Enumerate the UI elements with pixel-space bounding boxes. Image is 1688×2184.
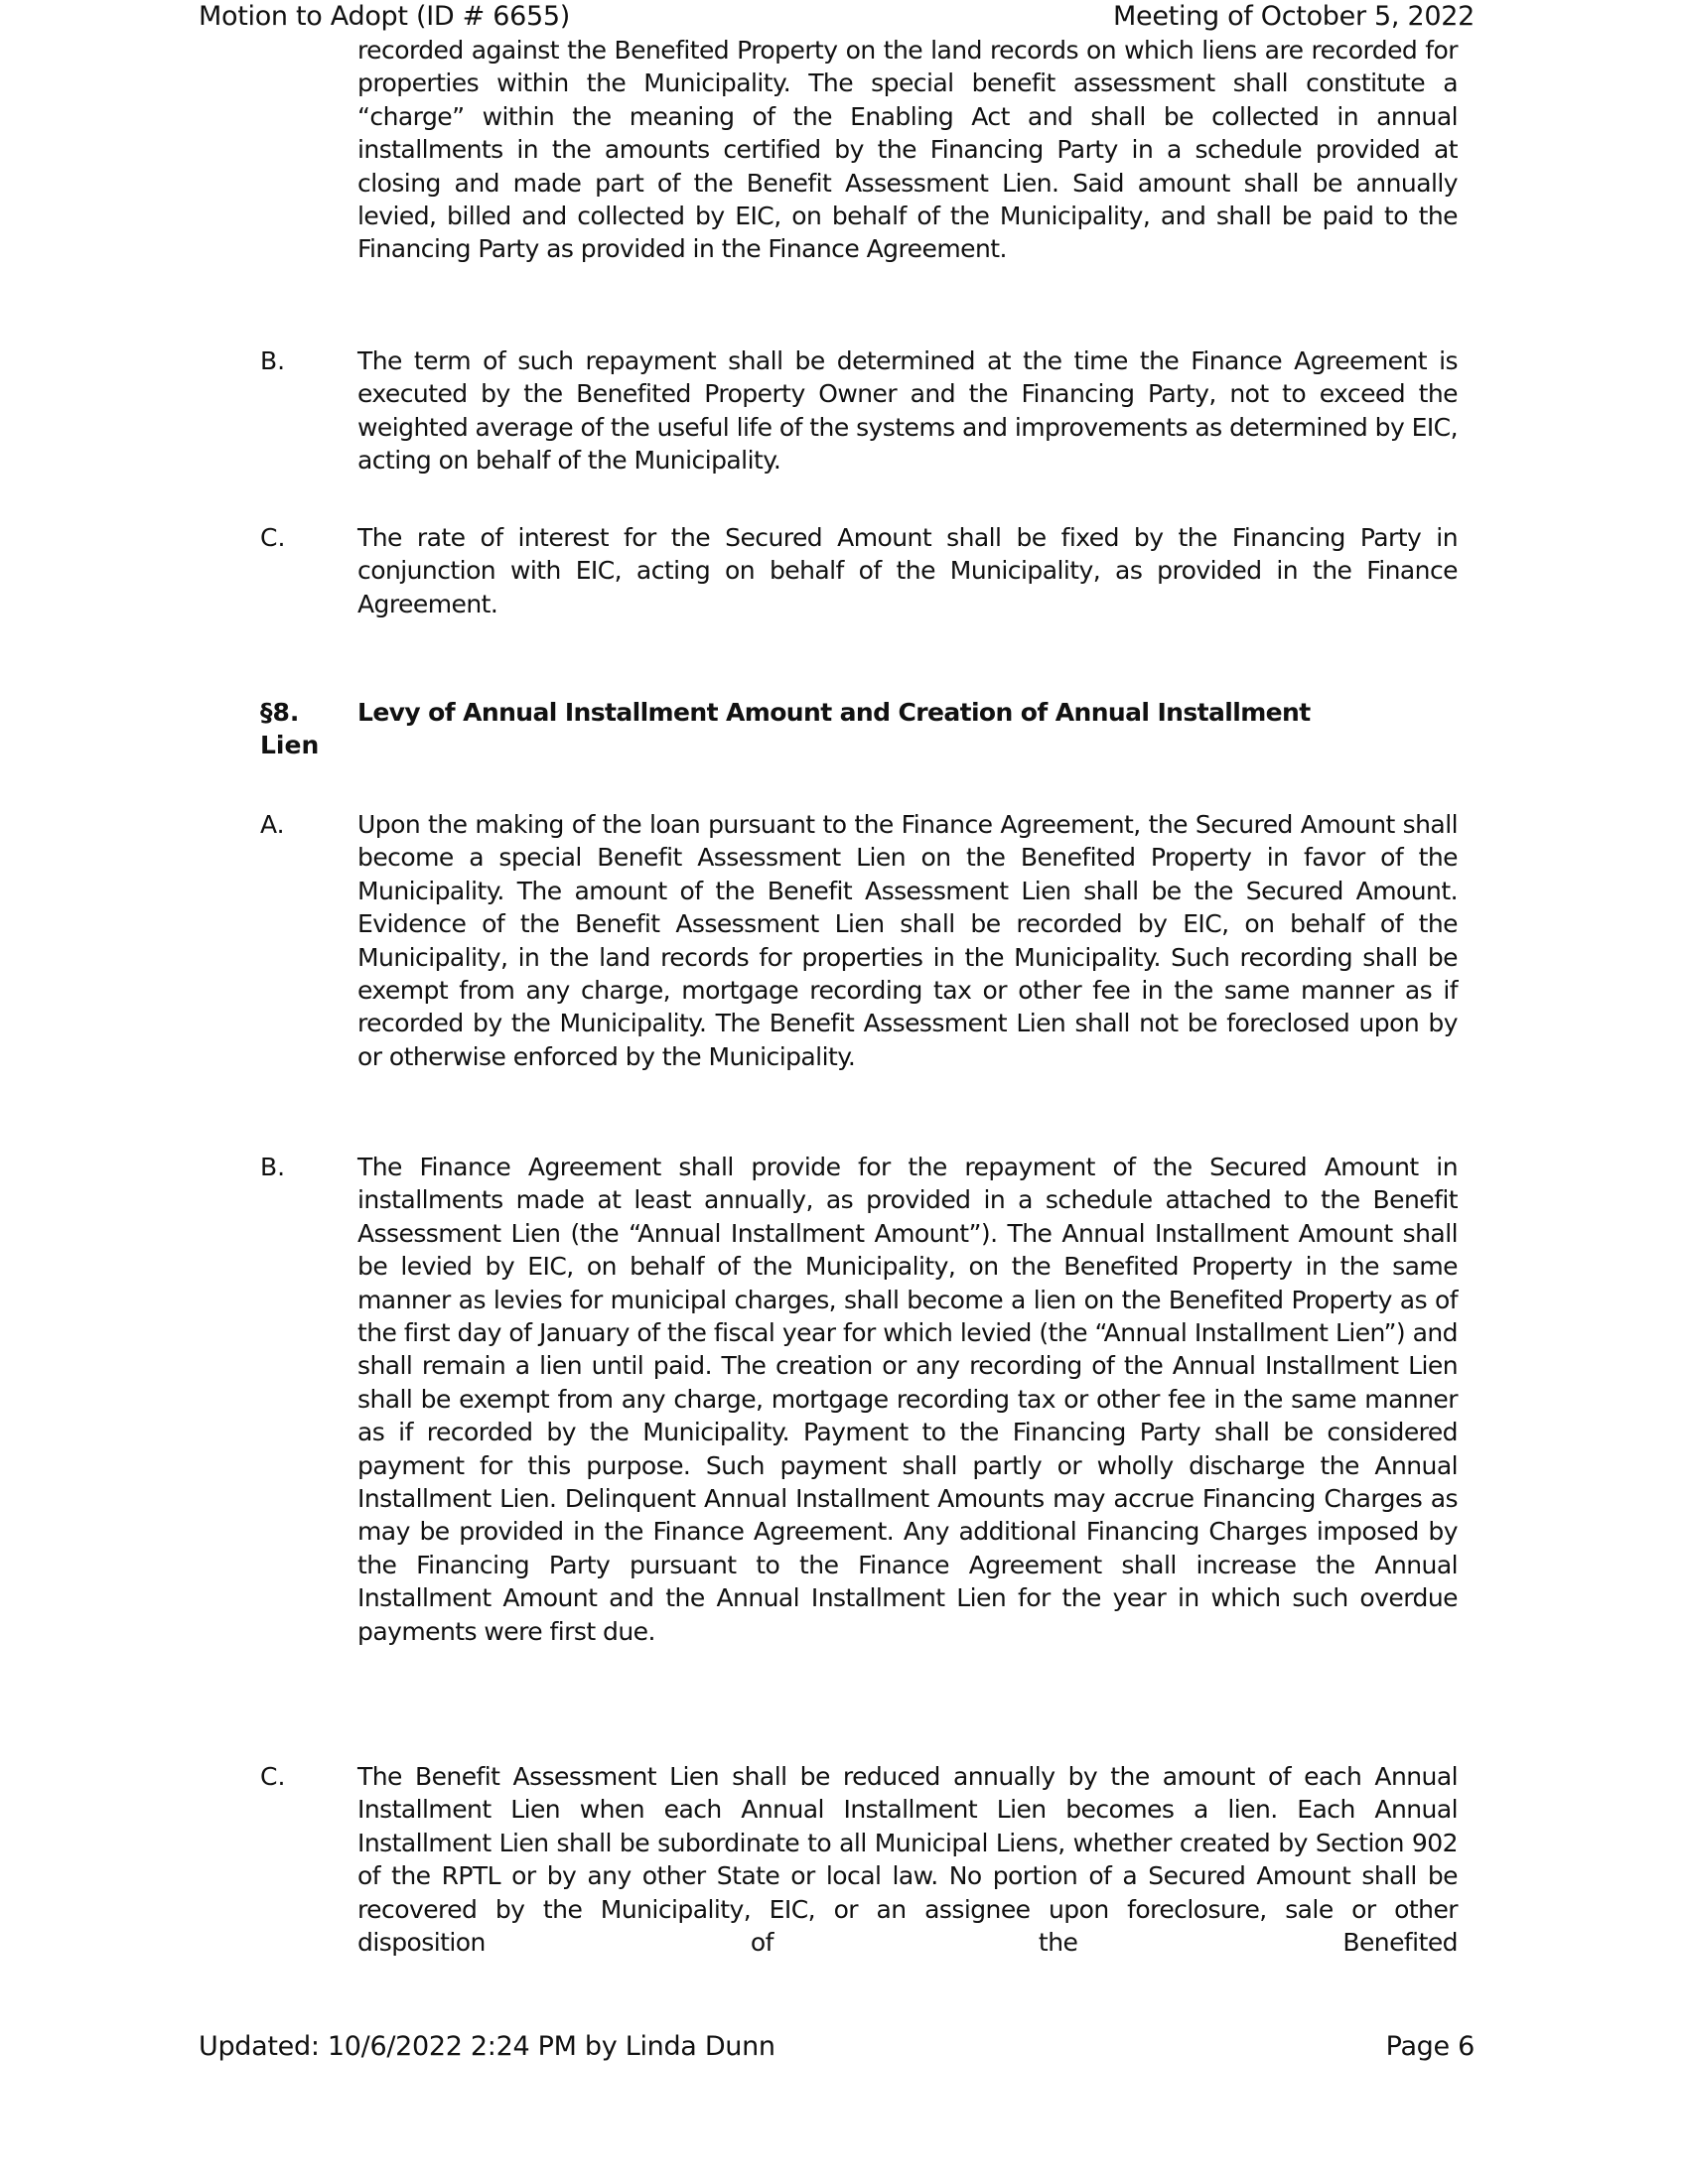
section8-item-c xyxy=(260,1760,1458,1959)
item-text: The rate of interest for the Secured Amount shall be fixed by the Financing Party in conjunction with EIC, acting on behalf of the Municipality, as provided in the Finance Agreement. xyxy=(357,523,1458,618)
paragraph-text: recorded against the Benefited Property on the land records on which liens are recorded for properties within the Municipality. The special benefit assessment shall constitute a “charge” within the meaning of the Enabling Act and shall be collected in annual installments in the amounts certified by the Financing Party in a schedule provided at closing and made part of the Benefit Assessment Lien. Said amount shall be annually levied, billed and collected by EIC, on behalf of the Municipality, and shall be paid to the Financing Party as provided in the Finance Agreement. xyxy=(357,36,1458,264)
section7-item-c xyxy=(260,521,1458,620)
item-text: The term of such repayment shall be determined at the time the Finance Agreement is executed by the Benefited Property Owner and the Financing Party, not to exceed the weighted average of the useful life of the systems and improvements as determined by EIC, acting on behalf of the Municipality. xyxy=(357,346,1458,476)
item-text: The Finance Agreement shall provide for the repayment of the Secured Amount in installments made at least annually, as provided in a schedule attached to the Benefit Assessment Lien (the “Annual Installment Amount”). The Annual Installment Amount shall be levied by EIC, on behalf of the Municipality, on the Benefited Property in the same manner as levies for municipal charges, shall become a lien on the Benefited Property as of the first day of January of the fiscal year for which levied (the “Annual Installment Lien”) and shall remain a lien until paid. The creation or any recording of the Annual Installment Lien shall be exempt from any charge, mortgage recording tax or other fee in the same manner as if recorded by the Municipality. Payment to the Financing Party shall be considered payment for this purpose. Such payment shall partly or wholly discharge the Annual Installment Lien. Delinquent Annual Installment Amounts may accrue Financing Charges as may be provided in the Finance Agreement. Any additional Financing Charges imposed by the Financing Party pursuant to the Finance Agreement shall increase the Annual Installment Amount and the Annual Installment Lien for the year in which such overdue payments were first due. xyxy=(357,1153,1458,1646)
header-meeting-date: Meeting of October 5, 2022 xyxy=(1113,1,1475,32)
item-label: C. xyxy=(260,1762,286,1791)
page-header xyxy=(199,0,1475,34)
item-text: The Benefit Assessment Lien shall be reduced annually by the amount of each Annual Installment Lien when each Annual Installment Lien becomes a lien. Each Annual Installment Lien shall be subordinate to all Municipal Liens, whether created by Section 902 of the RPTL or by any other State or local law. No portion of a Secured Amount shall be recovered by the Municipality, EIC, or an assignee upon foreclosure, sale or other disposition of the Benefited xyxy=(357,1762,1458,1958)
footer-page-number: Page 6 xyxy=(1385,2031,1475,2062)
item-label: B. xyxy=(260,346,286,375)
item-label: B. xyxy=(260,1153,286,1181)
section-title: Levy of Annual Installment Amount and Creation of Annual Installment xyxy=(357,698,1311,727)
section8-item-b xyxy=(260,1151,1458,1648)
section8-heading xyxy=(260,696,1458,760)
page-footer xyxy=(199,2030,1475,2064)
section7-item-b xyxy=(260,344,1458,478)
section8-item-a xyxy=(260,808,1458,1073)
section-number: §8. xyxy=(260,698,300,727)
section-title-wrap: Lien xyxy=(260,731,320,760)
footer-updated: Updated: 10/6/2022 2:24 PM by Linda Dunn xyxy=(199,2031,775,2062)
item-label: C. xyxy=(260,523,286,552)
item-label: A. xyxy=(260,810,285,839)
continuation-paragraph xyxy=(357,34,1458,266)
header-motion-id: Motion to Adopt (ID # 6655) xyxy=(199,1,570,32)
item-text: Upon the making of the loan pursuant to the Finance Agreement, the Secured Amount shall become a special Benefit Assessment Lien on the Benefited Property in favor of the Municipality. The amount of the Benefit Assessment Lien shall be the Secured Amount. Evidence of the Benefit Assessment Lien shall be recorded by EIC, on behalf of the Municipality, in the land records for properties in the Municipality. Such recording shall be exempt from any charge, mortgage recording tax or other fee in the same manner as if recorded by the Municipality. The Benefit Assessment Lien shall not be foreclosed upon by or otherwise enforced by the Municipality. xyxy=(357,810,1458,1071)
